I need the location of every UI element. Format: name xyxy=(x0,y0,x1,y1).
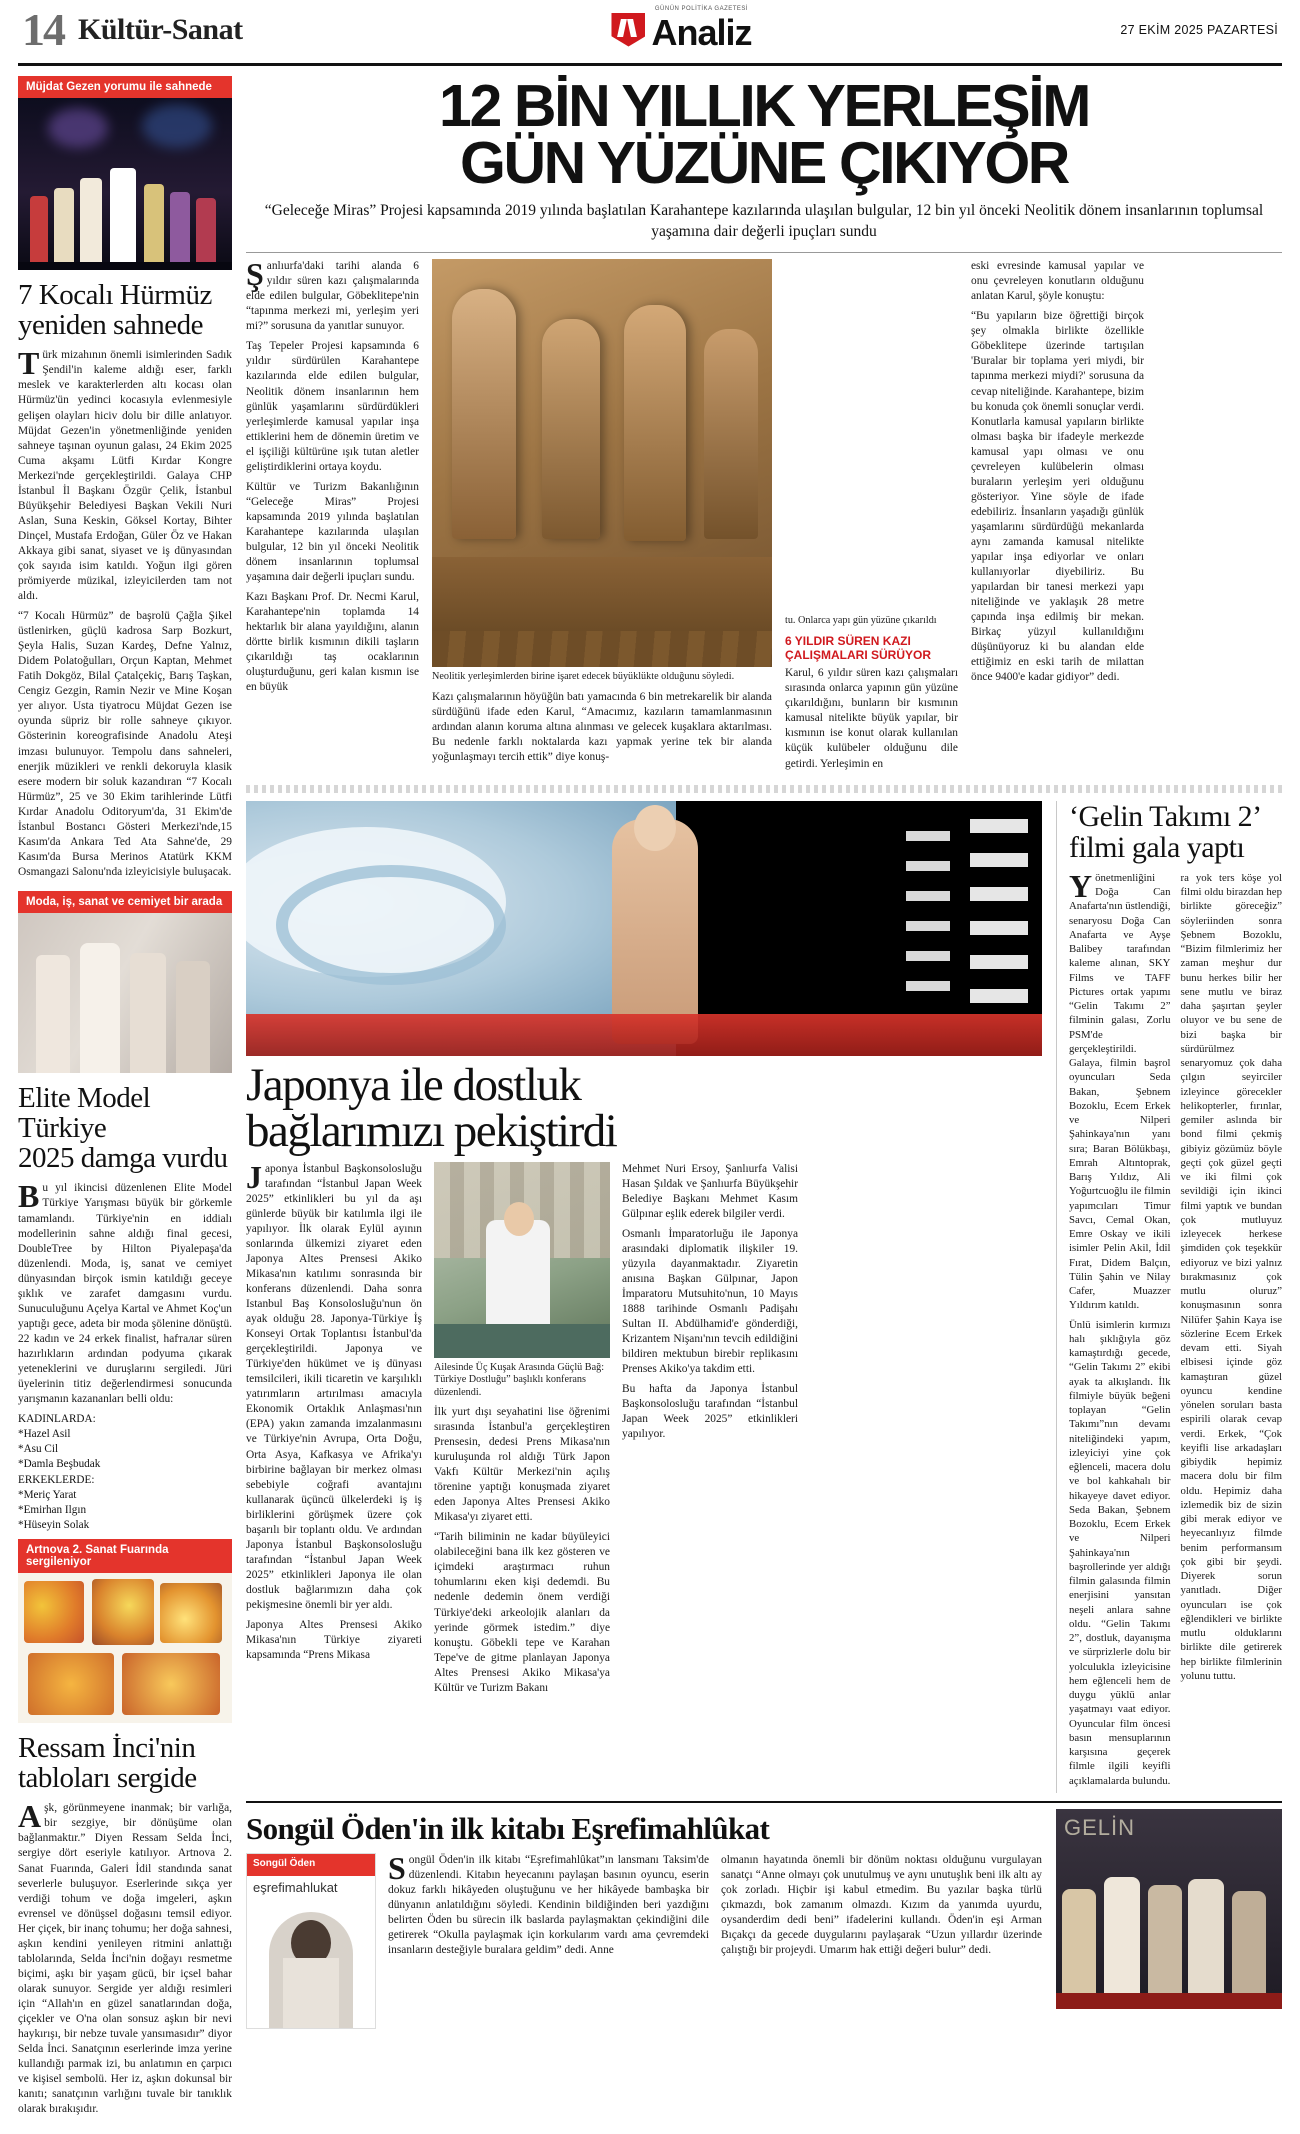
logo-wordmark: Analiz xyxy=(651,11,752,53)
lead-story xyxy=(246,73,1282,777)
gala-headline: ‘Gelin Takımı 2’ filmi gala yaptı xyxy=(1069,799,1262,864)
article-elite-model: Bu yıl ikincisi düzenlenen Elite Model Türkiye Yarışması büyük bir görkemle tamamlandı. Türkiye'nin en iddialı modellerinin sahne aldığı final gecesi, DoubleTree by Hilton Piyalepaşa'da düzenlendi. Moda, iş, sanat ve cemiyet dünyasından birçok ismin katıldığı geceye şıklık ve zarafet damgasını vurdu. Sunuculuğunu Açelya Kartal ve Ahmet Koç'un yaptığı gece, adeta bir moda şölenine dönüştü. 22 kadın ve 24 erkek finalist, hafталar süren hazırlıkların ardından podyuma çıkarak yeteneklerini ve duruşlarını sergiledi. Jüri üyelerinin titiz değerlendirmesi sonucunda yarışmanın kazananları belli oldu: xyxy=(18,1178,232,1406)
winners-list xyxy=(18,1412,232,1533)
women-list-title: KADINLARDA: xyxy=(18,1413,96,1426)
headline-7-kocali-hurmuz: 7 Kocalı Hürmüz yeniden sahnede xyxy=(18,279,212,342)
japan-photo xyxy=(246,801,1042,1056)
left-column xyxy=(18,76,232,2122)
list-item: *Hüseyin Solak xyxy=(18,1518,90,1531)
japan-story xyxy=(246,801,1042,1793)
section-divider xyxy=(246,785,1282,793)
logo-mark-icon xyxy=(611,13,645,47)
ribbon-artnova: Artnova 2. Sanat Fuarında sergileniyor xyxy=(18,1539,232,1573)
lead-col-4: eski evresinde kamusal yapılar ve onu çevreleyen konutların olduğunu anlatan Karul, şöyle konuştu: “Bu yapıların bize öğrettiği birçok şey olmakla birlikte özellikle Göbeklitepe üzerinde tartışılan 'Buralar bir toplama yeri miydi, bir tapınma merkezi miydi?' sorusuna da cevap niteliğinde. Karahantepe, bizim bu konuda çok önemli sonuçlar verdi. Konutlarla kamusal yapıların birlikte olması başka bir ifadeyle merkezde kamusal yapı olması ve onu çevreleyen kulübelerin olması buraların yerleşim yeri olduğunu gösteriyor. Yine söyle de ifade edebiliriz. İnsanların yaşadığı günlük yaşamlarını sürdürdüğü mekanlarda aynı zamanda kamusal nitelikte yapılar inşa ediyorlar ve onları kullanıyorlar diyebiliriz. Bu yapılardan bir tanesi merkezi yapı niteliğinde ve yaklaşık 28 metre çapında inşa edilmiş bir mekan. Birkaç yüzyıl kullanıldığını düşünüyoruz ki bu alandan elde ettiğimiz en eski tarih de milattan önce 9400'e kadar gidiyor” dedi. xyxy=(971,260,1145,684)
second-block xyxy=(246,801,1282,1793)
paintings-photo xyxy=(18,1573,232,1723)
book-col-2: olmanın hayatında önemli bir dönüm noktası olduğunu vurgulayan sanatçı “Anne olmayı çok unutulmuş ve aynı unutuşlık beni ilk altı ay çok zorladı. Hiçbir işi kabul etmedim. Bu yazılar başka türlü çıkmazdı, bok zamanım olmazdı. Kızım da yanımda uyurdu, oysanderdim dedi beni” ifadelerini kullandı. Öden'in eşi Arman Bıçakçı da gecede duygularını paylaşarak “Uzun yıllardır üzerinde çalıştığı bir projeydi. Umarım hak ettiği değeri bulur” dedi. xyxy=(721,1853,1042,1956)
list-item: *Emirhan Ilgın xyxy=(18,1503,87,1516)
lead-caption-2: tu. Onlarca yapı gün yüzüne çıkarıldı xyxy=(785,615,937,627)
book-cover-title: eşrefimahlukat xyxy=(253,1879,338,1895)
lead-headline: 12 BİN YILLIK YERLEŞİM GÜN YÜZÜNE ÇIKIYOR xyxy=(439,73,1089,196)
lead-subheading: 6 YILDIR SÜREN KAZI ÇALIŞMALARI SÜRÜYOR xyxy=(785,633,931,663)
book-author-label: Songül Öden xyxy=(253,1857,316,1869)
princess-photo xyxy=(434,1162,610,1358)
list-item: *Hazel Asil xyxy=(18,1428,71,1441)
japan-col-2: Ailesinde Üç Kuşak Arasında Güçlü Bağ: Türkiye Dostluğu” başlıklı konferans düzenlendi. İlk yurt dışı seyahatini lise öğrenimi sırasında İstanbul'a gerçekleştiren Prensesin, dedesi Prens Mikasa'nın kuruluşunda rol aldığı Türk Japon Vakfı Kültür Merkezi'nin açılış törenine yaptığı konuşmada ziyaret eden Japonya Altes Prensesi Akiko Mikasa'yı ziyaret etti. “Tarih biliminin ne kadar büyüleyici olabileceğini bana ilk kez gösteren ve içimdeki araştırmacı ruhun tohumlarını eken kişi dedemdi. Bu nedenle dedemin önem verdiği Türkiye'deki arkeolojik alanları da yerinde görmek istedim.” diye konuştu. Göbekli tepe ve Karahan Tepe've de gitme planlayan Japonya Altes Prensesi Akiko Mikasa'ya Kültür ve Turizm Bakanı xyxy=(434,1162,610,1701)
article-ressam-inci: Aşk, görünmeyene inanmak; bir varlığa, bir sezgiye, bir dönüşüme olan bağlanmaktır.” Diyen Ressam Selda İnci, sergiye dört eseriyle katılıyor. Artnova 2. Sanat Fuarında, Galeri İdil standında sanat severlerle buluşuyor. Eserlerinde sıkça yer verdiği tohum ve doğa imgeleri, aşkın evrensel ve dönüşsel doğasını temsil ediyor. Her çiçek, bir inanç tohumu; her doğa sahnesi, aşkın kendini yenileyen ritmini anlattığı tablolarında, Selda İnci'nin doğayı resmetme biçimi, aşkı bir yaşam gücü, bir içsel bahar olarak sunuyor. Sergide yer aldığı resimleri için “Allah'ın en güzel sanatlarından doğa, çiçekler ve O'na olan sonsuz aşkın bir nevi haykırışı, bir nebze tuvale yansımasıdır” diyor Selda İnci. Sanatçının eserlerinde imza yerine kullandığı parmak izi, bu anlatımın en çarpıcı ve kişisel sembolü. Her iz, aşkın dokunsal bir kanıtı; sanatçının varlığını tuvale bir tanıklık olarak bırakışıdır. xyxy=(18,1798,232,2116)
karahantepe-photo xyxy=(432,259,772,667)
lead-photo-col: Neolitik yerleşimlerden birine işaret edecek büyüklükte olduğunu söyledi. Kazı çalışmalarının höyüğün batı yamacında 6 bin metrekarelik bir alanda sürdüğünü ifade eden Karul, “Amacımız, kazıların tamamlanmasının ardından alanın koruma altına alınması ve gelecek kuşaklara aktarılması. Bu nedenle farklı noktalarda kazı yapmak yerine tek bir alanda yoğunlaşmayı tercih ettik” diye konuş- xyxy=(432,259,772,776)
japan-col-1: Japonya İstanbul Başkonsolosluğu tarafından “İstanbul Japan Week 2025” etkinlikleri bu yıl da aşı günlerde büyük bir katılımla ilgi ile yapılıyor. İlk olarak Eylül ayının sonlarında ülkemizi ziyaret eden Japonya Altes Prensesi Akiko Mikasa'nın katılımı sonrasında bir konferans düzenlendi. Daha sonra Istanbul Baş Konsolosluğu'nun ön ayak olduğu 28. Japonya-Türkiye İş Konseyi Ortak Toplantısı İstanbul'da gerçekleştirildi. Japonya ve Türkiye'den hükümet ve iş dünyası temsilcileri, ikili ticaretin ve karşılıklı yatırımların artırılması amacıyla Ekonomik Ortaklık Anlaşması'nın (EPA) yakın zamanda imzalanmasını ve Türkiye'nin Avrupa, Orta Doğu, Orta Asya, Kafkasya ve Afrika'yı birbirine bağlayan bir merkez olması sebebiyle coğrafi avantajını kullanarak üçüncü ülkelerdeki iş iş birliklerini görüşmek üzere çok başarılı bir toplantı oldu. Ve ardından Japonya İstanbul Başkonsolosluğu tarafından “İstanbul Japan Week 2025” etkinlikleri Japonya ile olan dostluk bağlarımızın daha çok pekişmesine önemli bir yer aldı. Japonya Altes Prensesi Akiko Mikasa'nın Türkiye ziyareti kapsamında “Prens Mikasa xyxy=(246,1158,422,1662)
lead-standfirst: “Geleceğe Miras” Projesi kapsamında 2019 yılında başlatılan Karahantepe kazılarında ulaşılan bulgular, 12 bin yıl önceki Neolitik dönem insanlarının toplumsal yaşamına dair değerli ipuçları sundu xyxy=(264,202,1264,240)
masthead xyxy=(18,0,1282,66)
list-item: *Meriç Yarat xyxy=(18,1488,77,1501)
issue-date: 27 EKİM 2025 PAZARTESİ xyxy=(1120,22,1278,37)
book-headline: Songül Öden'in ilk kitabı Eşrefimahlûkat xyxy=(246,1810,770,1846)
lead-col-3: tu. Onlarca yapı gün yüzüne çıkarıldı 6 YILDIR SÜREN KAZI ÇALIŞMALARI SÜRÜYOR Karul, 6 yıldır süren kazı çalışmaları sırasında onlarca yapının gün yüzüne çıkarıldığını, bunların bir kısmının kamusal nitelikte büyük yapılar, bir kısmının ise konut olarak kullanılan küçük kulübeler olduğunu dile getirdi. Yerleşimin en xyxy=(785,615,958,770)
japan-photo-caption: Ailesinde Üç Kuşak Arasında Güçlü Bağ: Türkiye Dostluğu” başlıklı konferans düzenlendi. xyxy=(434,1361,605,1399)
men-list-title: ERKEKLERDE: xyxy=(18,1473,95,1486)
article-7-kocali-hurmuz: Türk mizahının önemli isimlerinden Sadık Şendil'in kaleme aldığı eser, farklı meslek ve karakterlerden altı kocası olan Hürmüz'ün yedinci kocasıyla evlenmesiyle gelişen olayları hiciv dolu bir dille anlatıyor. Müjdat Gezen'in yönetmenliğinde yeniden sahneye taşınan oyunun galası, 24 Ekim 2025 Cuma akşamı Lütfi Kırdar Kongre Merkezi'nde gerçekleştirildi. Galaya CHP İstanbul İl Başkanı Özgür Çelik, İstanbul Büyükşehir Belediyesi Başkan Vekili Nuri Aslan, Suna Keskin, Göksel Kortay, Bihter Dinçel, Mustafa Erdoğan, Güler Öz ve Hakan Akkaya gibi sanat, siyaset ve iş dünyasından çok sayıda isim katıldı. Yoğun ilgi gören prömiyerde müzikal, izleyicilerden tam not aldı. “7 Kocalı Hürmüz” de başrolü Çağla Şikel üstlenirken, güçlü kadrosa Sarp Bozkurt, Şeyla Halis, Suzan Kardeş, Defne Yalnız, Didem Polatoğulları, Orçun Kaptan, Mehmet Fatih Dokgöz, Bilal Çatalçekiç, Barış Taşkan, Cengiz Gezgin, Ramin Nezir ve Mine Koşan yer alıyor. Usta tiyatrocu Müjdat Gezen ise oyunda süpriz bir rolle sahneye çıkıyor. Gösterinin koreografisinde Anadolu Ateşi imzası bulunuyor. Tempolu dans sahneleri, enerjik müzikleri ve renkli dekoruyla klasik esere modern bir soluk kazandıran “7 Kocalı Hürmüz”, 25 ve 30 Ekim tarihlerinde Lütfi Kırdar Anadolu Oditoryum'da, 31 Ekim'de İstanbul Bostancı Gösteri Merkezi'nde,15 Kasım'da Ankara Ted Ata Sahne'de, 29 Kasım'da Bursa Merinos Atatürk KKM Osmangazi Salonu'nda izleyicisiyle buluşacak. xyxy=(18,345,232,878)
gala-photo-col xyxy=(1056,1809,1282,2029)
lead-photo-caption: Neolitik yerleşimlerden birine işaret edecek büyüklükte olduğunu söyledi. xyxy=(432,671,735,683)
logo-area xyxy=(257,6,1107,54)
gala-red-carpet-photo: GELİN xyxy=(1056,1809,1282,2009)
book-cover-image xyxy=(246,1853,376,2029)
page-number: 14 xyxy=(22,3,64,55)
analiz-logo xyxy=(611,6,751,54)
japan-col-3: Mehmet Nuri Ersoy, Şanlıurfa Valisi Hasan Şıldak ve Şanlıurfa Büyükşehir Belediye Başkanı Mehmet Kasım Gülpınar eşlik ederek bilgiler verdi. Osmanlı İmparatorluğu ile Japonya arasındaki diplomatik ilişkiler 19. yüzyıla dayanmaktadır. Ziyaretin anısına Başkan Gülpınar, Japon İmparatoru Mutsuhito'nun, 10 Mayıs 1888 tarihinde Osmanlı Padişahı Sultan II. Abdülhamid'e gönderdiği, Krizantem Nişanı'nın tevcih edildiğini bildiren mektubun birebir replikasını Prenses Akiko'ya takdim etti. Bu hafta da Japonya İstanbul Başkonsolosluğu tarafından “İstanbul Japan Week 2025” etkinlikleri yapılıyor. xyxy=(622,1162,798,1441)
gala-story xyxy=(1056,801,1282,1793)
lead-col-1: Şanlıurfa'daki tarihi alanda 6 yıldır süren kazı çalışmalarında elde edilen bulgular, Göbeklitepe'nin “tapınma merkezi mi, yerleşim yeri mi?” sorusuna da yanıtlar sunuyor. Taş Tepeler Projesi kapsamında 6 yıldır sürdürülen Karahantepe kazılarında elde edilen bulgular, Neolitik dönem insanlarının hem günlük yaşamlarını sürdürdükleri yerleşimlerde kamusal yapılar inşa ettiklerini hem de dönemin üretim ve el işçiliği kültürüne ışık tutan aletler geliştirdiklerini ortaya koydu. Kültür ve Turizm Bakanlığının “Geleceğe Miras” Projesi kapsamında 2019 yılında başlatılan Karahantepe kazılarında ulaşılan bulgular, 12 bin yıl önceki Neolitik dönem insanlarının toplumsal yaşamına dair değerli ipuçları sundu. Kazı Başkanı Prof. Dr. Necmi Karul, Karahantepe'nin toplamda 14 hektarlık bir alana yayıldığını, alanın dörtte birlik kısmının dikili taşların çıkarıldığı taş ocaklarının oluşturduğunu, geri kalan kısmın ise en büyük xyxy=(246,256,419,694)
ribbon-mujdat-gezen: Müjdat Gezen yorumu ile sahnede xyxy=(18,76,232,98)
gala-col-1: Yönetmenliğini Doğa Can Anafarta'nın üstlendiği, senaryosu Doğa Can Anafarta ve Ayşe Balibey tarafından kaleme alınan, SKY Films ve TAFF Pictures ortak yapımı “Gelin Takımı 2” filminin galası, Zorlu PSM'de gerçekleştirildi. Galaya, filmin başrol oyuncuları Seda Bakan, Şebnem Bozoklu, Ecem Erkek ve Nilperi Şahinkaya'nın yanı sıra; Baran Bölükbaşı, Emrah Altıntoprak, Barış Yıldız, Ali Yoğurtcuoğlu ile filmin yapımcıları Timur Savcı, Cemal Okan, Emre Oskay ve ikili isimler Pelin Akil, İdil Fırat, Didem Balçın, Tülin Şahin ve Nilay Cafer, Muazzer Yıldırım katıldı. Ünlü isimlerin kırmızı halı şıklığıyla göz kamaştırdığı gecede, “Gelin Takımı 2” ekibi ayak ta alkışlandı. İlk filmiyle büyük beğeni toplayan “Gelin Takımı”nın devamı niteliğindeki yapım, izleyiciyi yine çok eğlenceli, macera dolu ve bol kahkahalı bir hikayeye davet ediyor. Seda Bakan, Şebnem Bozoklu, Ecem Erkek ve Nilperi Şahinkaya'nın başrollerinde yer aldığı filmin galasında filmin enerjisini yansıtan neşeli anlara sahne oldu. “Gelin Takımı 2”, dostluk, dayanışma ve sürprizlerle dolu bir yolculukla izleyicisine hem eğlenceli hem de duygu yüklü anlar yaşatmayı vaat ediyor. Oyuncular film öncesi basın mensuplarının karşısına geçerek filmle ilgili keyifli açıklamalarda bulundu. xyxy=(1069,867,1171,1787)
headline-ressam-inci: Ressam İnci'nin tabloları sergide xyxy=(18,1732,197,1795)
book-cover-col xyxy=(246,1853,376,2029)
book-divider xyxy=(246,1801,1282,1803)
section-title: Kültür-Sanat xyxy=(78,12,243,46)
list-item: *Damla Beşbudak xyxy=(18,1458,101,1471)
list-item: *Asu Cil xyxy=(18,1443,59,1456)
ribbon-moda: Moda, iş, sanat ve cemiyet bir arada xyxy=(18,891,232,913)
book-col-1: Songül Öden'in ilk kitabı “Eşrefimahlûkat”ın lansmanı Taksim'de düzenlendi. Kitabın heyecanını paylaşan basının oyuncu, eserin dokuz farklı hikâyeden oluştuğunu ve her hikâyede bambaşka bir dünyanın anlatıldığını söyledi. Kendinin bildiğinden beri yazdığını belirten Öden bu sürecin ilk baslarda paylaşmaktan çekindiğini dile getirerek “Okulla paylaşmak için korkularım vardı ama çevremdeki insanların desteğiyle buralara geldim” dedi. Anne xyxy=(388,1849,709,1956)
gala-col-2: ra yok ters köşe yol filmi oldu birazdan hep birlikte göreceğiz” söyleriinden sonra Şebnem Bozoklu, “Bizim filmlerimiz her zaman meşhur dur bunu herkes bilir her sene mutlu ve biraz daha şaşırtan şeyler oluyor ve bu sene de bizi başka bir sürdürülmez senaryomuz çok daha çılgın seyirciler izleyince görecekler helikopterler, fırınlar, gemiler aslında bir bond filmi çekmiş gibiyiz gözümüz böyle geçti çok güzel geçti ve iki filmi çok sevildiği için ikinci filmi yaptık ve bundan çok mutluyuz izleyecek herkese şimdiden çok teşekkür ediyoruz ve bizi yalnız bırakmasınız çok mutlu oluruz” konuşmasının sonra Nilüfer Şahin Kaya ise sözlerine Ecem Erkek devam etti. Siyah elbisesi içinde göz kamaştıran güzel oyuncu kendine yönelen soruları basta espirili olarak cevap verdi. Erkek, “Çok keyifli lise arkadaşları gibiydik hepimiz macera dolu bir film oldu. Hepimiz daha izlemedik biz de sizin gibi merak ediyor ve heyecanlıyız filmde benim performansım çok gibi bir şeydi. Diyerek sorun yanıtladı. Diğer oyuncuları ise çok eğlendikleri ve birlikte mutlu olduklarını birlikte dile getirerek hep birlikte filmlerinin yolunu tuttu. xyxy=(1180,871,1282,1682)
stage-photo xyxy=(18,98,232,270)
japan-headline: Japonya ile dostluk bağlarımızı pekiştirdi xyxy=(246,1058,617,1157)
book-story xyxy=(246,1809,1282,2029)
headline-elite-model: Elite Model Türkiye 2025 damga vurdu xyxy=(18,1081,228,1175)
logo-subtitle: GÜNÜN POLİTİKA GAZETESİ xyxy=(654,5,749,12)
main-column xyxy=(246,73,1282,2122)
fashion-photo xyxy=(18,913,232,1073)
page-body xyxy=(18,73,1282,2122)
